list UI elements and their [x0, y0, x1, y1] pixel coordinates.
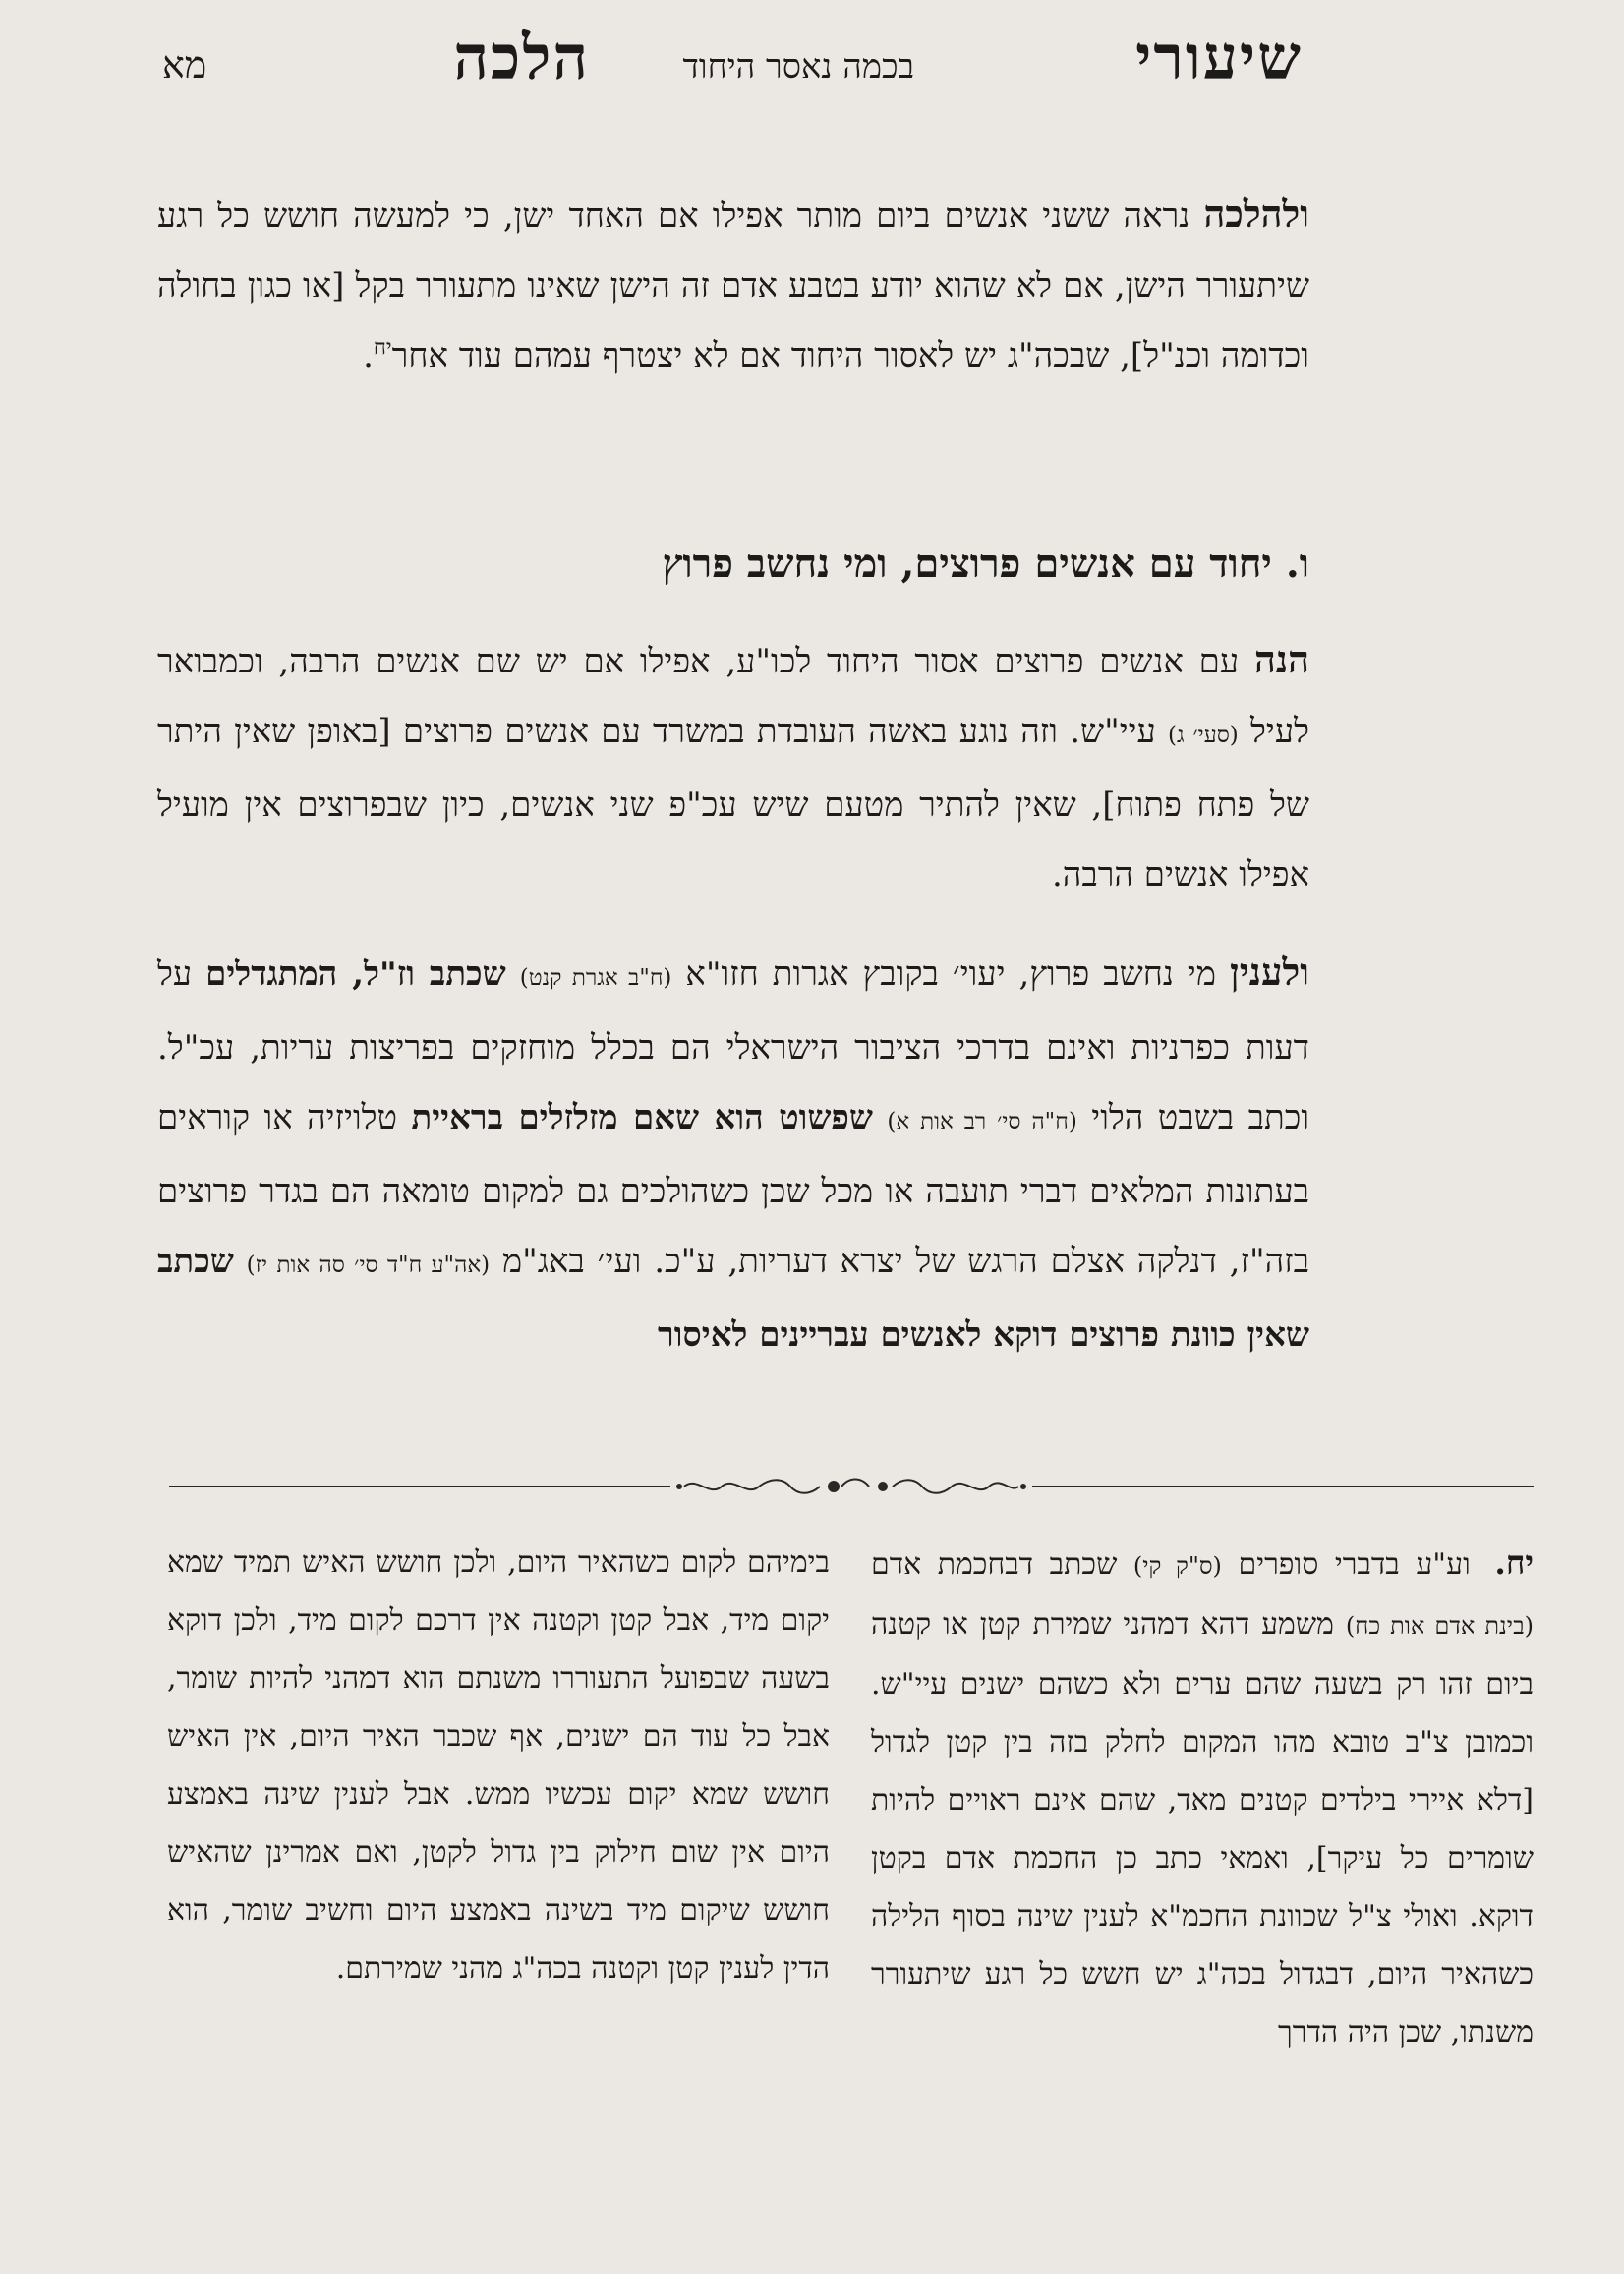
source-citation: (ח"ה סי׳ רב אות א)	[887, 1109, 1077, 1135]
running-header	[162, 22, 1303, 100]
section-heading: ו. יחוד עם אנשים פרוצים, ומי נחשב פרוץ	[662, 541, 1309, 587]
paragraph-text: טלויזיה או קוראים בעתונות המלאים דברי תועבה או מכל שכן כשהולכים גם למקום טומאה הם בגדר פרוצים בזה"ז, דנלקה אצלם הרגש של יצרא דעריות, ע"כ. ועי׳ באג"מ	[157, 1098, 1310, 1281]
quoted-text: שכתב שאין כוונת פרוצים דוקא לאנשים עבריינים לאיסור	[157, 1242, 1309, 1355]
header-title-left: הלכה	[453, 22, 590, 93]
paragraph-lead-word: ולענין	[1230, 950, 1310, 994]
footnote-text: משמע דהא דמהני שמירת קטן או קטנה ביום זהו רק בשעה שהם ערים ולא כשהם ישנים עיי"ש. וכמובן צ"ב טובא מהו המקום לחלק בזה בין קטן לגדול [דלא איירי בילדים קטנים מאד, שהם אינם ראויים להיות שומרים כל עיקר], ואמאי כתב כן החכמת אדם בקטן דוקא. ואולי צ"ל שכוונת החכמ"א לענין שינה בסוף הלילה כשהאיר היום, דבגדול בכה"ג יש חשש כל רגע שיתעורר משנתו, שכן היה הדרך	[871, 1607, 1534, 2050]
paragraph-hine	[157, 624, 1309, 910]
paragraph-lead-word: ולהלכה	[1203, 192, 1309, 236]
footnote-text: שכתב דבחכמת אדם	[871, 1547, 1118, 1582]
paragraph-text: על דעות כפרניות ואינם בדרכי הציבור הישראלי הם בכלל מוחזקים בפריצות עריות, עכ"ל. וכתב בשבט הלוי	[157, 955, 1310, 1137]
source-citation: (סעי׳ ג)	[1168, 723, 1239, 748]
divider-line-left	[169, 1486, 670, 1487]
flourish-ornament-icon	[676, 1472, 1026, 1501]
quoted-text: שפשוט הוא שאם מזלזלים בראיית	[411, 1098, 873, 1137]
footnote-column-right	[871, 1534, 1534, 2062]
header-title-right: שיעורי	[1135, 22, 1303, 93]
header-subtitle: בכמה נאסר היחוד	[682, 47, 914, 87]
footnote-text: בימיהם לקום כשהאיר היום, ולכן חושש האיש תמיד שמא יקום מיד, אבל קטן וקטנה אין דרכם לקום מיד, ולכן דוקא בשעה שבפועל התעוררו משנתם הוא דמהני להיות שומר, אבל כל עוד הם ישנים, אף שכבר האיר היום, אין האיש חושש שמא יקום עכשיו ממש. אבל לענין שינה באמצע היום אין שום חילוק בין גדול לקטן, ואם אמרינן שהאיש חושש שיקום מיד בשינה באמצע היום וחשיב שומר, הוא הדין לענין קטן וקטנה בכה"ג מהני שמירתם.	[167, 1545, 830, 1986]
paragraph-halacha	[157, 179, 1309, 391]
paragraph-text: עיי"ש. וזה נוגע באשה העובדת במשרד עם אנשים פרוצים [באופן שאין היתר של פתח פתוח], שאין להתיר מטעם שיש עכ"פ שני אנשים, כיון שבפרוצים אין מועיל אפילו אנשים הרבה.	[157, 712, 1309, 895]
paragraph-text: מי נחשב פרוץ, יעוי׳ בקובץ אגרות חזו"א	[685, 955, 1216, 994]
footnote-citation: (ס"ק קי)	[1132, 1552, 1222, 1580]
paragraph-end: .	[363, 336, 374, 376]
footnote-text: וע"ע בדברי סופרים	[1238, 1547, 1471, 1582]
footnote-reference: יח	[373, 335, 392, 361]
paragraph-lead-word: הנה	[1253, 637, 1310, 681]
paragraph-text: נראה ששני אנשים ביום מותר אפילו אם האחד ישן, כי למעשה חושש כל רגע שיתעורר הישן, אם לא שהוא יודע בטבע אדם זה הישן שאינו מתעורר בקל [או כגון בחולה וכדומה וכנ"ל], שבכה"ג יש לאסור היחוד אם לא יצטרף עמהם עוד אחר	[157, 197, 1309, 376]
quoted-text: שכתב וז"ל, המתגדלים	[205, 955, 506, 994]
paragraph-text: עם אנשים פרוצים אסור היחוד לכו"ע, אפילו אם יש שם אנשים הרבה, וכמבואר לעיל	[157, 642, 1309, 751]
footnote-citation: (בינת אדם אות כח)	[1345, 1612, 1534, 1640]
paragraph-leinyan	[157, 937, 1309, 1370]
footnote-mark: יח.	[1494, 1544, 1534, 1582]
source-citation: (ח"ב אגרת קנט)	[519, 965, 672, 991]
page-number: מא	[162, 43, 207, 87]
footnote-divider	[169, 1472, 1534, 1501]
source-citation: (אה"ע ח"ד סי׳ סה אות יז)	[246, 1253, 491, 1278]
divider-line-right	[1032, 1486, 1534, 1487]
footnote-column-left	[167, 1534, 830, 1998]
